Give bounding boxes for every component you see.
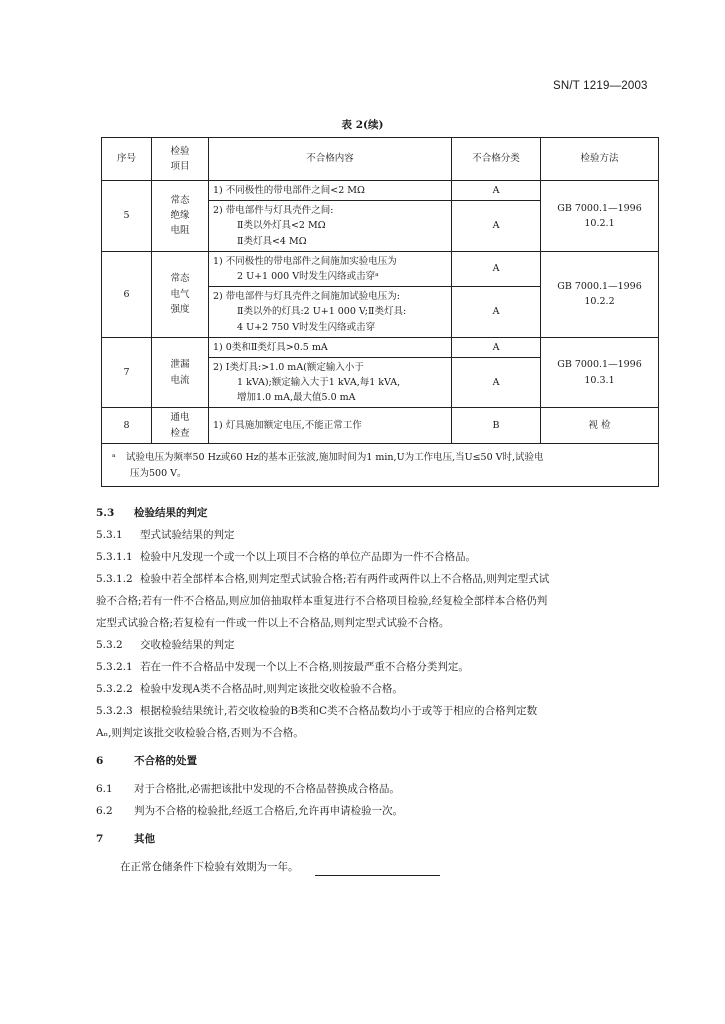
clause-heading: 5.3.2 交收检验结果的判定 <box>96 639 235 651</box>
table-row <box>102 251 659 286</box>
inspection-table <box>101 137 659 487</box>
clause-text: 在正常仓储条件下检验有效期为一年。 <box>120 861 299 873</box>
row-class: A <box>452 201 541 252</box>
row-item: 常态 绝缘 电阻 <box>152 181 209 252</box>
clause-text: 6.2 判为不合格的检验批,经返工合格后,允许再申请检验一次。 <box>96 805 404 817</box>
row-class: A <box>452 251 541 286</box>
row-content: 1) 0类和Ⅱ类灯具>0.5 mA <box>209 337 452 357</box>
end-rule <box>315 875 440 876</box>
row-class: A <box>452 181 541 201</box>
table-row <box>102 337 659 357</box>
table-header-row <box>102 138 659 181</box>
row-content: 1) 不同极性的带电部件之间<2 MΩ <box>209 181 452 201</box>
row-class: A <box>452 337 541 357</box>
standard-code: SN/T 1219—2003 <box>553 80 648 92</box>
row-seq: 6 <box>102 251 152 337</box>
row-seq: 8 <box>102 408 152 443</box>
header-seq: 序号 <box>102 138 152 181</box>
row-item: 泄漏 电流 <box>152 337 209 408</box>
table-title: 表 2(续) <box>341 119 384 131</box>
table-footnote-row <box>102 443 659 486</box>
header-class: 不合格分类 <box>452 138 541 181</box>
row-method: GB 7000.1—1996 10.3.1 <box>541 337 659 408</box>
table-footnote: ᵃ 试验电压为频率50 Hz或60 Hz的基本正弦波,施加时间为1 min,U为工作电压,当U≤50 V时,试验电 压为500 V。 <box>102 443 659 486</box>
clause-text: 5.3.2.1 若在一件不合格品中发现一个以上不合格,则按最严重不合格分类判定。 <box>96 661 469 673</box>
body-text <box>96 502 664 878</box>
header-content: 不合格内容 <box>209 138 452 181</box>
row-content: 2) 带电部件与灯具壳件之间施加试验电压为: Ⅱ类以外的灯具:2 U+1 000 V;Ⅱ类灯具: 4 U+2 750 V时发生闪络或击穿 <box>209 287 452 338</box>
row-content: 1) 不同极性的带电部件之间施加实验电压为 2 U+1 000 V时发生闪络或击穿ᵃ <box>209 251 452 286</box>
row-item: 通电 检查 <box>152 408 209 443</box>
header-method: 检验方法 <box>541 138 659 181</box>
row-item: 常态 电气 强度 <box>152 251 209 337</box>
table-row <box>102 408 659 443</box>
clause-text: 5.3.1.1 检验中凡发现一个或一个以上项目不合格的单位产品即为一件不合格品。 <box>96 551 476 563</box>
row-content: 1) 灯具施加额定电压,不能正常工作 <box>209 408 452 443</box>
section-heading: 5.3 检验结果的判定 <box>96 507 208 519</box>
row-method: GB 7000.1—1996 10.2.2 <box>541 251 659 337</box>
footnote-mark: ᵃ <box>112 451 116 463</box>
clause-heading: 5.3.1 型式试验结果的判定 <box>96 529 235 541</box>
row-seq: 7 <box>102 337 152 408</box>
row-method: 视 检 <box>541 408 659 443</box>
row-content: 2) 带电部件与灯具壳件之间: Ⅱ类以外灯具<2 MΩ Ⅱ类灯具<4 MΩ <box>209 201 452 252</box>
row-class: B <box>452 408 541 443</box>
clause-text: 6.1 对于合格批,必需把该批中发现的不合格品替换成合格品。 <box>96 783 400 795</box>
row-seq: 5 <box>102 181 152 252</box>
clause-text: 5.3.2.2 检验中发现A类不合格品时,则判定该批交收检验不合格。 <box>96 683 403 695</box>
row-content: 2) Ⅰ类灯具:>1.0 mA(额定输入小于 1 kVA);额定输入大于1 kVA,每1 kVA, 增加1.0 mA,最大值5.0 mA <box>209 357 452 408</box>
row-method: GB 7000.1—1996 10.2.1 <box>541 181 659 252</box>
clause-text: 5.3.1.2 检验中若全部样本合格,则判定型式试验合格;若有两件或两件以上不合格品,则判定型式试 验不合格;若有一件不合格品,则应加倍抽取样本重复进行不合格项目检验,经复检全部样本合格仍判 定型式试验合格;若复检有一件或一件以上不合格品,则判定型式试验不合格。 <box>96 573 550 629</box>
table-row <box>102 181 659 201</box>
row-class: A <box>452 357 541 408</box>
section-heading: 7 其他 <box>96 833 155 845</box>
clause-text: 5.3.2.3 根据检验结果统计,若交收检验的B类和C类不合格品数均小于或等于相应的合格判定数 Aₙ,则判定该批交收检验合格,否则为不合格。 <box>96 705 538 739</box>
section-heading: 6 不合格的处置 <box>96 755 197 767</box>
row-class: A <box>452 287 541 338</box>
header-item: 检验 项目 <box>152 138 209 181</box>
